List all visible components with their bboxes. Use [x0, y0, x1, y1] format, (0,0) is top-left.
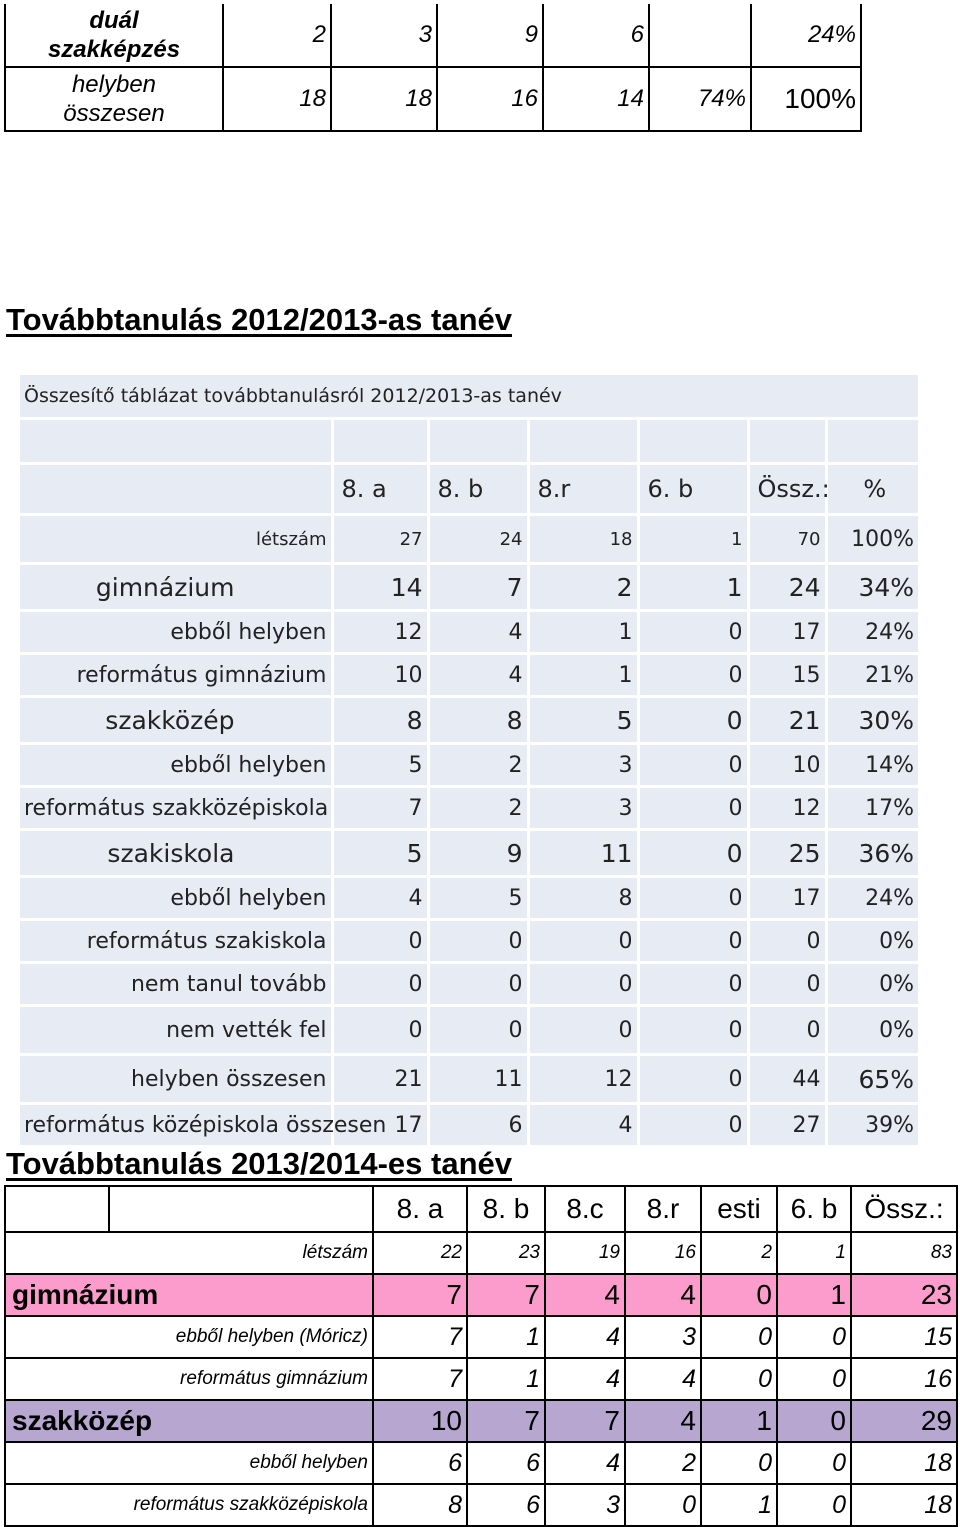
table-cell: 0 — [638, 830, 748, 877]
table-cell: 1 — [467, 1316, 545, 1358]
table-caption-row — [20, 375, 918, 419]
table-cell: 4 — [545, 1274, 625, 1316]
table-cell: 0 — [625, 1484, 701, 1526]
empty-cell — [638, 419, 748, 464]
table-cell: 2 — [223, 4, 331, 67]
table-row — [20, 787, 918, 830]
table-cell: 16 — [625, 1232, 701, 1274]
table-cell: 0 — [638, 1055, 748, 1104]
table-row — [20, 611, 918, 654]
table-cell: 17 — [748, 877, 826, 920]
row-label: szakközép — [5, 1400, 373, 1442]
table-cell: 1 — [467, 1358, 545, 1400]
table-cell: 19 — [545, 1232, 625, 1274]
heading-2012-2013: Továbbtanulás 2012/2013-as tanév — [6, 302, 513, 337]
table-cell: 0 — [701, 1316, 777, 1358]
row-label: református gimnázium — [5, 1358, 373, 1400]
table-cell: 14% — [826, 744, 918, 787]
table-cell: 6 — [373, 1442, 467, 1484]
table-cell: 0 — [777, 1484, 851, 1526]
table-cell: 24% — [826, 877, 918, 920]
table-cell: 34% — [826, 564, 918, 611]
table-cell: 15 — [748, 654, 826, 697]
table-cell: 0 — [701, 1274, 777, 1316]
table-cell: 0 — [528, 920, 638, 963]
row-label: gimnázium — [20, 564, 332, 611]
empty-cell — [20, 419, 332, 464]
table-cell: 30% — [826, 697, 918, 744]
table-cell: 16 — [851, 1358, 957, 1400]
table-cell: 83 — [851, 1232, 957, 1274]
table-cell: 1 — [777, 1274, 851, 1316]
table-cell: 5 — [332, 744, 428, 787]
table-cell: 0 — [428, 963, 528, 1006]
table-cell: 1 — [638, 564, 748, 611]
table-row — [20, 697, 918, 744]
table-row — [20, 1055, 918, 1104]
table-row — [5, 4, 861, 67]
empty-cell — [332, 419, 428, 464]
table-cell: 23 — [467, 1232, 545, 1274]
table-cell: 3 — [528, 744, 638, 787]
row-label: ebből helyben (Móricz) — [5, 1316, 373, 1358]
table-row — [20, 564, 918, 611]
table-cell: 0 — [332, 963, 428, 1006]
table-cell: 100% — [751, 67, 861, 131]
table-cell: 44 — [748, 1055, 826, 1104]
table-cell: 18 — [528, 515, 638, 564]
table-cell: 9 — [437, 4, 543, 67]
column-header: 8. b — [428, 464, 528, 515]
table-row — [20, 1006, 918, 1055]
table-cell: 18 — [851, 1442, 957, 1484]
table-caption: Összesítő táblázat továbbtanulásról 2012/2013-as tanév — [20, 375, 918, 419]
column-header — [20, 464, 332, 515]
table-row — [20, 419, 918, 464]
table-cell: 27 — [748, 1104, 826, 1147]
table-cell: 1 — [701, 1484, 777, 1526]
column-header: 8. a — [332, 464, 428, 515]
table-cell: 18 — [331, 67, 437, 131]
table-cell: 3 — [331, 4, 437, 67]
table-cell: 1 — [638, 515, 748, 564]
table-cell: 24 — [748, 564, 826, 611]
table-row — [5, 1484, 957, 1526]
table-cell: 6 — [428, 1104, 528, 1147]
summary-table-2012-2013 — [20, 375, 918, 1148]
column-header: 6. b — [777, 1186, 851, 1232]
table-row — [20, 515, 918, 564]
table-cell: 7 — [373, 1358, 467, 1400]
table-cell: 0 — [638, 787, 748, 830]
row-label: szakiskola — [20, 830, 332, 877]
table-cell: 27 — [332, 515, 428, 564]
column-header: Össz.: — [851, 1186, 957, 1232]
table-cell: 0 — [428, 920, 528, 963]
table-cell: 1 — [528, 654, 638, 697]
column-header — [5, 1186, 109, 1232]
table-cell: 7 — [467, 1400, 545, 1442]
table-cell: 21 — [332, 1055, 428, 1104]
table-cell: 9 — [428, 830, 528, 877]
row-label: gimnázium — [5, 1274, 373, 1316]
table-cell: 4 — [332, 877, 428, 920]
table-cell: 29 — [851, 1400, 957, 1442]
table-cell: 24% — [826, 611, 918, 654]
table-cell: 11 — [428, 1055, 528, 1104]
empty-cell — [748, 419, 826, 464]
table-cell: 18 — [223, 67, 331, 131]
table-cell — [649, 4, 751, 67]
table-cell: 15 — [851, 1316, 957, 1358]
table-cell: 23 — [851, 1274, 957, 1316]
table-cell: 7 — [332, 787, 428, 830]
table-cell: 25 — [748, 830, 826, 877]
column-header: % — [826, 464, 918, 515]
table-cell: 10 — [373, 1400, 467, 1442]
table-cell: 100% — [826, 515, 918, 564]
table-cell: 0 — [638, 611, 748, 654]
results-table-2013-2014 — [4, 1185, 958, 1527]
table-cell: 2 — [428, 744, 528, 787]
table-cell: 12 — [528, 1055, 638, 1104]
table-cell: 0 — [777, 1442, 851, 1484]
row-label: református szakközépiskola — [20, 787, 332, 830]
table-cell: 0% — [826, 1006, 918, 1055]
table-cell: 0 — [701, 1358, 777, 1400]
table-cell: 0 — [701, 1442, 777, 1484]
table-cell: 6 — [467, 1484, 545, 1526]
table-cell: 0% — [826, 920, 918, 963]
table-cell: 2 — [428, 787, 528, 830]
table-cell: 0 — [638, 697, 748, 744]
heading-2013-2014: Továbbtanulás 2013/2014-es tanév — [6, 1146, 513, 1181]
table-cell: 4 — [545, 1358, 625, 1400]
table-cell: 0 — [748, 920, 826, 963]
column-header — [109, 1186, 373, 1232]
table-cell: 0 — [638, 1006, 748, 1055]
table-cell: 0 — [638, 654, 748, 697]
table-cell: 17 — [748, 611, 826, 654]
table-row — [20, 877, 918, 920]
table-row — [5, 1232, 957, 1274]
table-cell: 0 — [638, 744, 748, 787]
table-cell: 3 — [528, 787, 638, 830]
table-cell: 21% — [826, 654, 918, 697]
table-cell: 0 — [528, 1006, 638, 1055]
row-label: létszám — [5, 1232, 373, 1274]
row-label: ebből helyben — [20, 611, 332, 654]
table-cell: 0 — [638, 963, 748, 1006]
previous-results-table — [4, 4, 862, 132]
table-cell: 4 — [528, 1104, 638, 1147]
empty-cell — [528, 419, 638, 464]
table-cell: 6 — [543, 4, 649, 67]
table-cell: 0 — [748, 963, 826, 1006]
table-cell: 7 — [467, 1274, 545, 1316]
row-label: ebből helyben — [20, 744, 332, 787]
table-cell: 18 — [851, 1484, 957, 1526]
table-row — [5, 1400, 957, 1442]
table-cell: 1 — [701, 1400, 777, 1442]
row-label: nem tanul tovább — [20, 963, 332, 1006]
table-row — [20, 920, 918, 963]
table-cell: 1 — [777, 1232, 851, 1274]
row-label: református szakközépiskola — [5, 1484, 373, 1526]
column-header: esti — [701, 1186, 777, 1232]
table-row — [5, 67, 861, 131]
table-cell: 17 — [332, 1104, 428, 1147]
table-cell: 12 — [748, 787, 826, 830]
row-label: helyben összesen — [5, 67, 223, 131]
table-cell: 0 — [528, 963, 638, 1006]
table-row — [20, 963, 918, 1006]
table-header-row — [20, 464, 918, 515]
row-label: szakközép — [20, 697, 332, 744]
table-cell: 0 — [777, 1400, 851, 1442]
table-row — [20, 830, 918, 877]
column-header: 6. b — [638, 464, 748, 515]
empty-cell — [428, 419, 528, 464]
table-cell: 0 — [428, 1006, 528, 1055]
table-cell: 16 — [437, 67, 543, 131]
table-cell: 21 — [748, 697, 826, 744]
table-row — [20, 1104, 918, 1147]
table-cell: 0 — [638, 1104, 748, 1147]
table-cell: 36% — [826, 830, 918, 877]
table-cell: 8 — [428, 697, 528, 744]
table-row — [20, 744, 918, 787]
table-cell: 74% — [649, 67, 751, 131]
row-label: létszám — [20, 515, 332, 564]
table-cell: 7 — [545, 1400, 625, 1442]
table-cell: 4 — [625, 1358, 701, 1400]
table-cell: 0% — [826, 963, 918, 1006]
table-cell: 2 — [528, 564, 638, 611]
table-cell: 0 — [777, 1358, 851, 1400]
table-cell: 6 — [467, 1442, 545, 1484]
table-header-row — [5, 1186, 957, 1232]
table-row — [5, 1274, 957, 1316]
column-header: 8. b — [467, 1186, 545, 1232]
empty-cell — [826, 419, 918, 464]
table-cell: 5 — [428, 877, 528, 920]
table-cell: 70 — [748, 515, 826, 564]
table-cell: 2 — [701, 1232, 777, 1274]
row-label: ebből helyben — [20, 877, 332, 920]
table-cell: 4 — [545, 1442, 625, 1484]
table-cell: 8 — [528, 877, 638, 920]
table-cell: 7 — [428, 564, 528, 611]
table-cell: 22 — [373, 1232, 467, 1274]
table-cell: 0 — [748, 1006, 826, 1055]
table-cell: 14 — [543, 67, 649, 131]
table-cell: 4 — [625, 1400, 701, 1442]
row-label: helyben összesen — [20, 1055, 332, 1104]
table-cell: 0 — [332, 1006, 428, 1055]
table-cell: 5 — [528, 697, 638, 744]
table-cell: 65% — [826, 1055, 918, 1104]
table-cell: 4 — [545, 1316, 625, 1358]
table-row — [5, 1316, 957, 1358]
column-header: Össz.: — [748, 464, 826, 515]
column-header: 8. a — [373, 1186, 467, 1232]
column-header: 8.r — [528, 464, 638, 515]
row-label: református szakiskola — [20, 920, 332, 963]
table-cell: 8 — [332, 697, 428, 744]
table-cell: 24 — [428, 515, 528, 564]
row-label: református középiskola összesen — [20, 1104, 332, 1147]
table-cell: 0 — [638, 920, 748, 963]
table-cell: 4 — [428, 611, 528, 654]
table-cell: 39% — [826, 1104, 918, 1147]
table-cell: 0 — [777, 1316, 851, 1358]
table-cell: 8 — [373, 1484, 467, 1526]
table-cell: 24% — [751, 4, 861, 67]
table-cell: 4 — [428, 654, 528, 697]
table-row — [5, 1442, 957, 1484]
table-cell: 7 — [373, 1316, 467, 1358]
table-cell: 17% — [826, 787, 918, 830]
table-cell: 5 — [332, 830, 428, 877]
table-row — [5, 1358, 957, 1400]
table-cell: 7 — [373, 1274, 467, 1316]
table-cell: 0 — [638, 877, 748, 920]
table-cell: 1 — [528, 611, 638, 654]
table-cell: 4 — [625, 1274, 701, 1316]
table-cell: 12 — [332, 611, 428, 654]
table-cell: 10 — [332, 654, 428, 697]
table-cell: 11 — [528, 830, 638, 877]
table-cell: 3 — [545, 1484, 625, 1526]
column-header: 8.r — [625, 1186, 701, 1232]
row-label: református gimnázium — [20, 654, 332, 697]
table-cell: 2 — [625, 1442, 701, 1484]
column-header: 8.c — [545, 1186, 625, 1232]
table-row — [20, 654, 918, 697]
row-label: duál szakképzés — [5, 4, 223, 67]
table-cell: 14 — [332, 564, 428, 611]
row-label: nem vették fel — [20, 1006, 332, 1055]
table-cell: 0 — [332, 920, 428, 963]
table-cell: 10 — [748, 744, 826, 787]
table-cell: 3 — [625, 1316, 701, 1358]
row-label: ebből helyben — [5, 1442, 373, 1484]
